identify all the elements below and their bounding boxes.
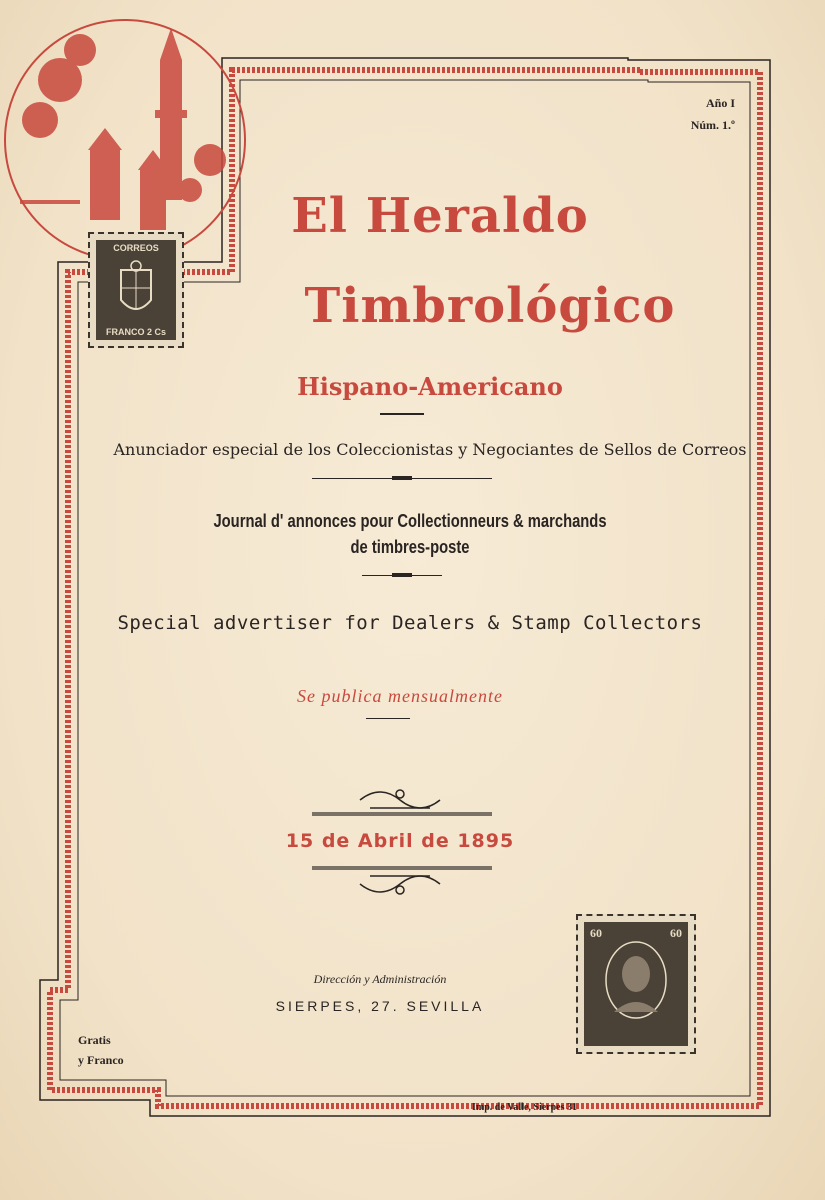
stamp-top-label: CORREOS xyxy=(113,243,159,253)
printer-credit: Imp. de Valle, Sierpes 31 xyxy=(472,1102,578,1113)
gratis-line-2: y Franco xyxy=(78,1053,124,1067)
stamp-image xyxy=(96,240,176,340)
french-description xyxy=(164,508,656,560)
french-line-1: Journal d' annonces pour Collectionneurs & marchands xyxy=(213,511,607,531)
year-label: Año I xyxy=(705,96,735,110)
stamp-value-left: 60 xyxy=(590,926,602,940)
title-line-3: Hispano-Americano xyxy=(297,372,563,401)
address-heading: Dirección y Administración xyxy=(313,972,447,986)
number-label: Núm. 1.º xyxy=(690,118,735,132)
issue-info xyxy=(660,92,735,136)
gratis-note xyxy=(78,1030,124,1070)
ornament-top xyxy=(360,790,440,808)
spanish-description: Anunciador especial de los Coleccionistas y Negociantes de Sellos de Correos xyxy=(113,440,747,459)
gratis-line-1: Gratis xyxy=(78,1033,111,1047)
postage-stamp-coat-of-arms xyxy=(88,232,184,348)
stamp-bottom-label: FRANCO 2 Cs xyxy=(105,327,166,337)
publication-frequency: Se publica mensualmente xyxy=(297,686,503,706)
french-line-2: de timbres-poste xyxy=(350,537,470,557)
stamp-value-right: 60 xyxy=(670,926,682,940)
english-description: Special advertiser for Dealers & Stamp Collectors xyxy=(117,612,703,634)
issue-date: 15 de Abril de 1895 xyxy=(285,830,515,852)
title-line-2: Timbrológico xyxy=(304,278,676,334)
title-line-1: El Heraldo xyxy=(291,188,589,244)
ornament-bottom xyxy=(360,876,440,894)
coat-of-arms-icon xyxy=(96,258,176,328)
address-street: SIERPES, 27. SEVILLA xyxy=(275,998,485,1014)
